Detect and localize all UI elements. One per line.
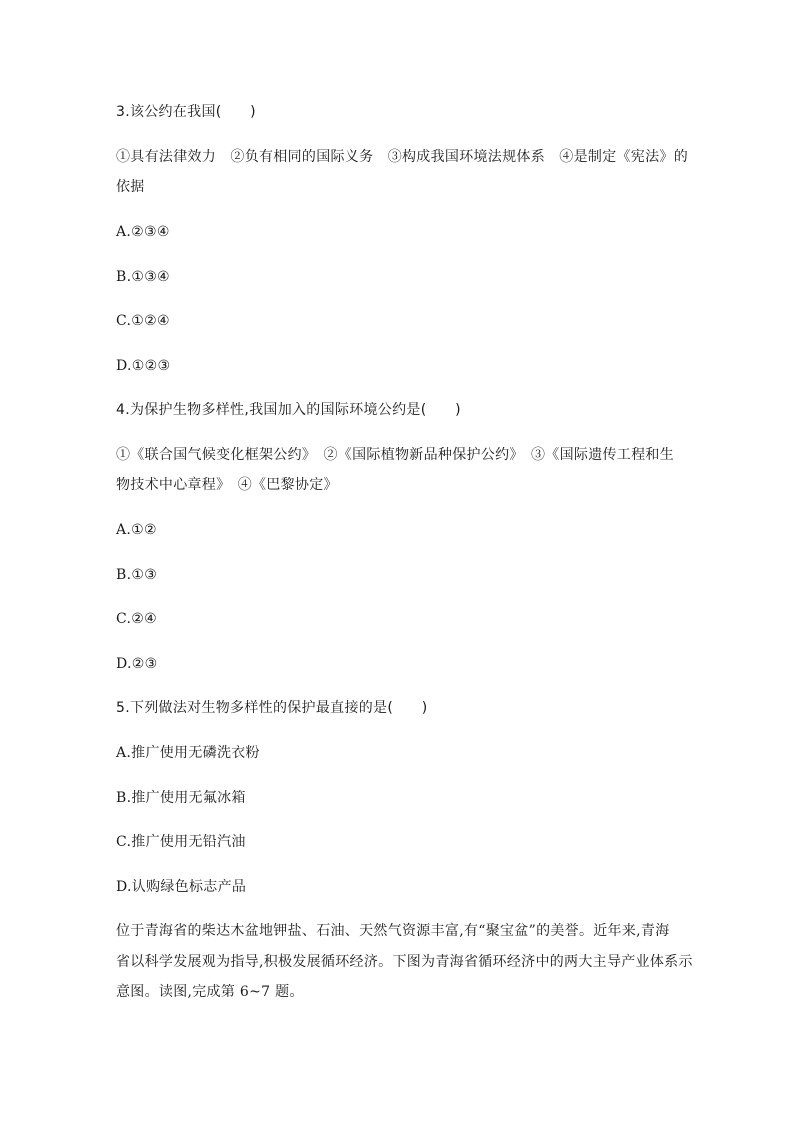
q3-statements-line2: 依据	[116, 179, 145, 195]
q3-option-d: D.①②③	[116, 358, 171, 374]
q4-option-c: C.②④	[116, 611, 157, 627]
q5-option-b: B.推广使用无氟冰箱	[116, 790, 246, 806]
q3-stem: 3.该公约在我国( )	[116, 104, 256, 120]
q3-statements-line1: ①具有法律效力 ②负有相同的国际义务 ③构成我国环境法规体系 ④是制定《宪法》的	[116, 149, 688, 165]
passage-line3: 意图。读图,完成第 6~7 题。	[116, 984, 304, 1000]
q3-option-b: B.①③④	[116, 269, 170, 285]
q4-stem: 4.为保护生物多样性,我国加入的国际环境公约是( )	[116, 402, 461, 418]
q4-option-d: D.②③	[116, 656, 158, 672]
q5-option-d: D.认购绿色标志产品	[116, 879, 247, 895]
passage-line2: 省以科学发展观为指导,积极发展循环经济。下图为青海省循环经济中的两大主导产业体系示	[116, 954, 693, 970]
q3-option-a: A.②③④	[116, 224, 170, 240]
passage-line1: 位于青海省的柴达木盆地钾盐、石油、天然气资源丰富,有“聚宝盆”的美誉。近年来,青海	[116, 923, 670, 939]
q4-statements-line1: ①《联合国气候变化框架公约》 ②《国际植物新品种保护公约》 ③《国际遗传工程和生	[116, 447, 674, 463]
q5-option-c: C.推广使用无铅汽油	[116, 834, 246, 850]
q3-option-c: C.①②④	[116, 313, 170, 329]
q4-statements-line2: 物技术中心章程》 ④《巴黎协定》	[116, 477, 338, 493]
q5-stem: 5.下列做法对生物多样性的保护最直接的是( )	[116, 700, 428, 716]
q4-option-b: B.①③	[116, 567, 158, 583]
q5-option-a: A.推广使用无磷洗衣粉	[116, 745, 260, 761]
q4-option-a: A.①②	[116, 522, 157, 538]
